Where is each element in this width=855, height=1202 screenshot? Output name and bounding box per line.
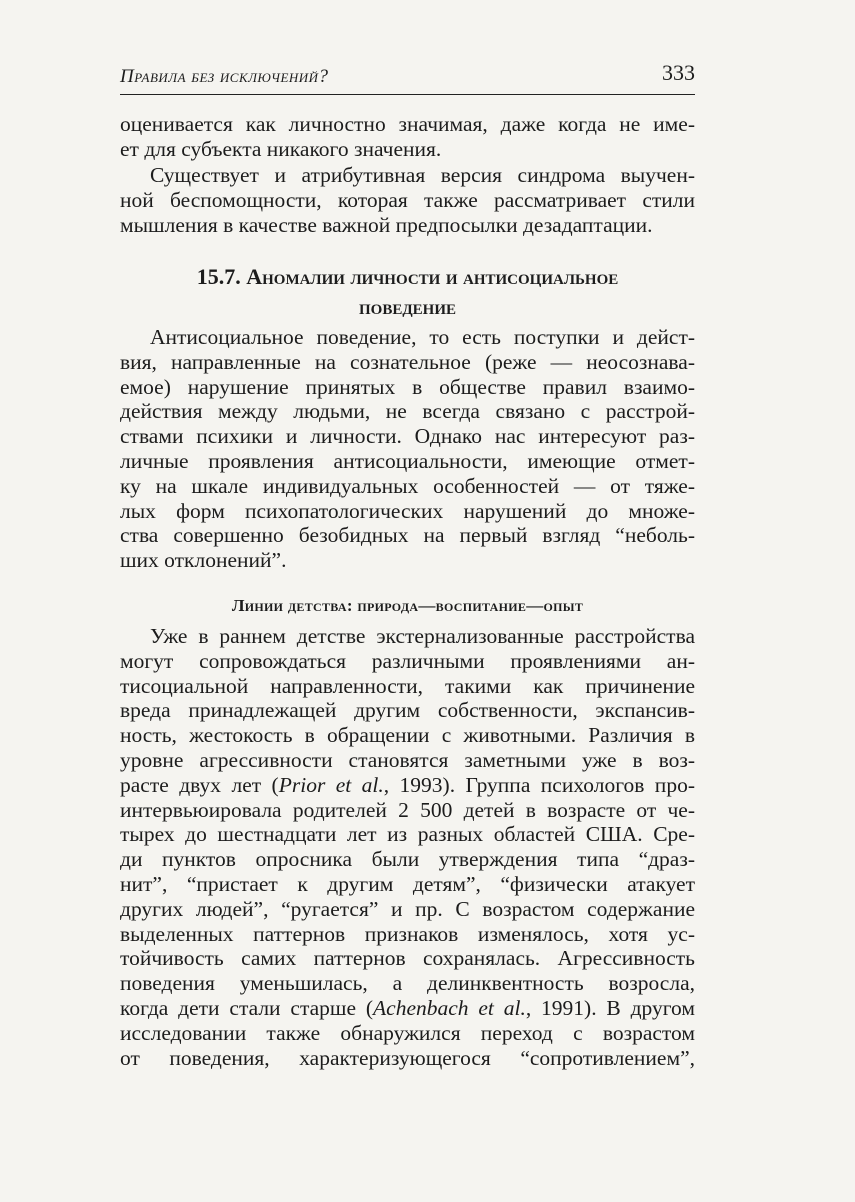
paragraph-continuation xyxy=(120,112,695,162)
text-line: исследовании также обнаружился переход с возрастом xyxy=(120,1020,695,1045)
paragraph-childhood xyxy=(120,624,695,1070)
text-line: действия между людьми, не всегда связано с расстрой- xyxy=(120,399,695,424)
text-line: ной беспомощности, которая также рассматривает стили xyxy=(120,187,695,212)
text-line: тырех до шестнадцати лет из разных областей США. Сре- xyxy=(120,822,695,847)
text-line: вреда принадлежащей другим собственности, экспансив- xyxy=(120,698,695,723)
subheading: Линии детства: природа—воспитание—опыт xyxy=(231,596,584,615)
text-line: ства совершенно безобидных на первый взгляд “неболь- xyxy=(120,523,695,548)
section-title-line2: поведение xyxy=(358,294,456,319)
text-line: Уже в раннем детстве экстернализованные расстройства xyxy=(150,624,695,648)
section-title-line1: Аномалии личности и антисоциальное xyxy=(246,264,619,289)
text-line: от поведения, характеризующегося “сопротивлением”, xyxy=(120,1045,695,1070)
text-line: других людей”, “ругается” и пр. С возрастом содержание xyxy=(120,896,695,921)
text-fragment: , 1993). Группа психологов про- xyxy=(383,772,695,797)
text-line: ших отклонений”. xyxy=(120,548,287,573)
section-number: 15.7. xyxy=(196,264,241,289)
citation-authors: Achenbach et al. xyxy=(373,995,526,1020)
citation-authors: Prior et al. xyxy=(278,772,384,797)
section-heading xyxy=(120,262,695,322)
text-line: емое) нарушение принятых в обществе правил взаимо- xyxy=(120,374,695,399)
text-line: уровне агрессивности становятся заметными уже в воз- xyxy=(120,747,695,772)
text-line: Существует и атрибутивная версия синдрома выучен- xyxy=(150,163,695,187)
running-header xyxy=(120,60,695,95)
paragraph-attributive xyxy=(120,163,695,237)
text-fragment: расте двух лет ( xyxy=(120,772,279,797)
text-line: тисоциальной направленности, такими как причинение xyxy=(120,673,695,698)
running-title: Правила без исключений? xyxy=(120,66,329,87)
page-number: 333 xyxy=(662,60,695,85)
paragraph-antisocial xyxy=(120,325,695,573)
text-line: поведения уменьшилась, а делинквентность возросла, xyxy=(120,971,695,996)
text-line: оценивается как личностно значимая, даже когда не име- xyxy=(120,112,695,136)
text-line: ди пунктов опросника были утверждения типа “драз- xyxy=(120,847,695,872)
text-line: ет для субъекта никакого значения. xyxy=(120,136,442,161)
text-fragment: , 1991). В другом xyxy=(525,995,695,1020)
text-line: тойчивость самих паттернов сохранялась. Агрессивность xyxy=(120,946,695,971)
text-line: могут сопровождаться различными проявлениями ан- xyxy=(120,648,695,673)
text-line: лых форм психопатологических нарушений до множе- xyxy=(120,498,695,523)
text-line: ность, жестокость в обращении с животными. Различия в xyxy=(120,723,695,748)
text-line-citation xyxy=(120,773,695,798)
text-line: нит”, “пристает к другим детям”, “физически атакует xyxy=(120,871,695,896)
text-line: выделенных паттернов признаков изменялось, хотя ус- xyxy=(120,921,695,946)
text-line: вия, направленные на сознательное (реже — неосознава- xyxy=(120,349,695,374)
text-line: мышления в качестве важной предпосылки дезадаптации. xyxy=(120,212,653,237)
text-line: личные проявления антисоциальности, имеющие отмет- xyxy=(120,448,695,473)
text-line-citation xyxy=(120,996,695,1021)
text-line: Антисоциальное поведение, то есть поступки и дейст- xyxy=(150,325,695,349)
text-fragment: когда дети стали старше ( xyxy=(120,995,374,1020)
text-line: ствами психики и личности. Однако нас интересуют раз- xyxy=(120,424,695,449)
text-line: интервьюировала родителей 2 500 детей в возрасте от че- xyxy=(120,797,695,822)
text-line: ку на шкале индивидуальных особенностей — от тяже- xyxy=(120,473,695,498)
